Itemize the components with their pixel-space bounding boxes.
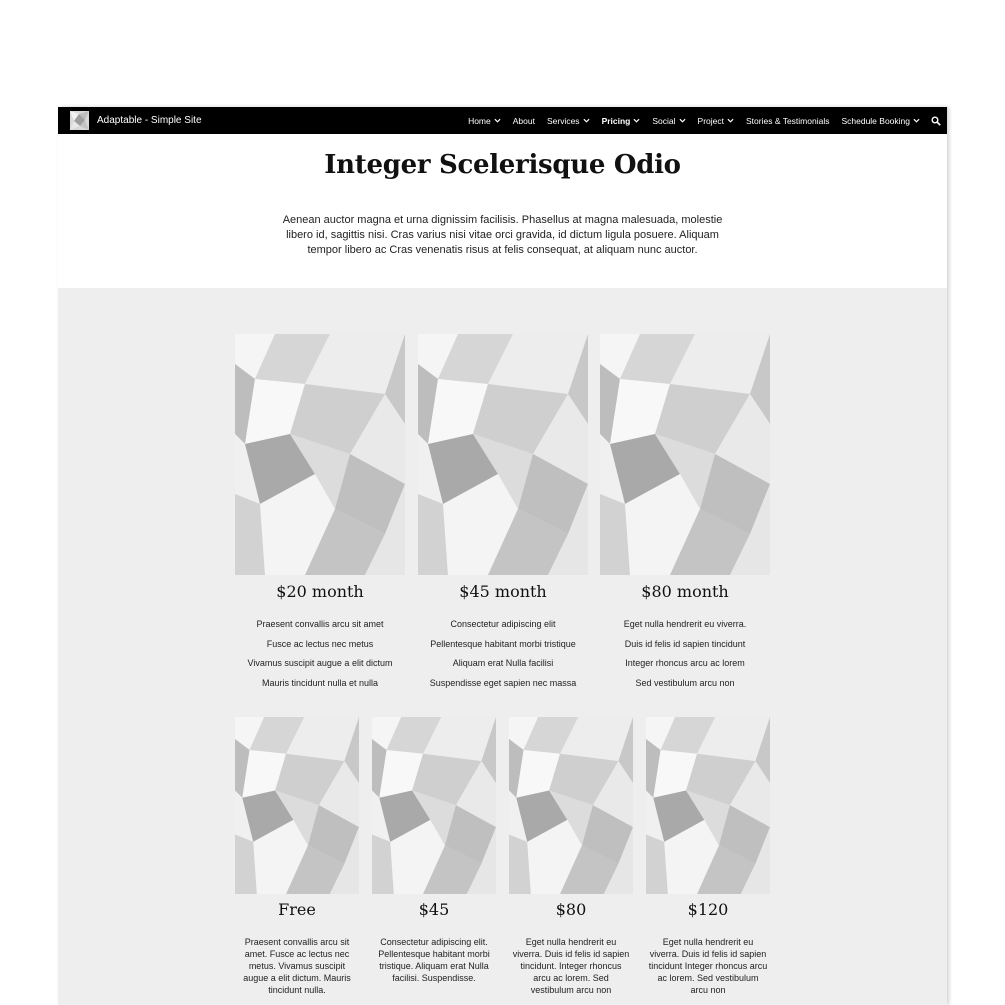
card-feature: Consectetur adipiscing elit [450,619,556,629]
pricing-card [646,717,770,1005]
chevron-down-icon [913,117,920,124]
chevron-down-icon [679,117,686,124]
card-feature: Pellentesque habitant morbi tristique [430,639,576,649]
card-feature: Aliquam erat Nulla facilisi [452,658,554,668]
pricing-card [372,717,496,1005]
nav-item-stories-testimonials[interactable]: Stories & Testimonials [746,115,830,126]
card-image [372,717,496,894]
card-image [235,717,359,894]
card-feature: Mauris tincidunt nulla et nulla [261,678,379,688]
card-description: Eget nulla hendrerit eu viverra. Duis id felis id sapien tincidunt Integer rhoncus arcu ac lorem. Sed vestibulum arcu non [648,937,768,995]
pricing-card [509,717,633,1005]
card-price: $80 [555,900,587,919]
card-image [418,334,588,575]
site-logo[interactable] [70,111,89,130]
card-feature: Vivamus suscipit augue a elit dictum [247,658,393,668]
nav-item-schedule-booking[interactable]: Schedule Booking [841,116,920,126]
card-price: $20 month [276,582,364,601]
site-title[interactable]: Adaptable - Simple Site [97,115,202,126]
card-price: $45 [418,900,450,919]
card-description: Eget nulla hendrerit eu viverra. Duis id felis id sapien tincidunt. Integer rhoncus arcu ac lorem. Sed vestibulum arcu non [512,937,630,995]
nav-item-social[interactable]: Social [652,116,685,126]
card-description: Praesent convallis arcu sit amet. Fusce ac lectus nec metus. Vivamus suscipit augue a elit dictum. Mauris tincidunt nulla. [243,937,351,995]
card-image [600,334,770,575]
page-title: Integer Scelerisque Odio [324,150,681,180]
card-price: $45 month [459,582,547,601]
pricing-card [600,334,770,694]
card-price: Free [278,900,316,919]
card-feature: Eget nulla hendrerit eu viverra. [623,619,747,629]
card-price: $120 [687,900,729,919]
nav-item-project[interactable]: Project [698,116,734,126]
main-nav [456,107,941,134]
card-feature: Integer rhoncus arcu ac lorem [625,658,745,668]
chevron-down-icon [583,117,590,124]
card-feature: Suspendisse eget sapien nec massa [429,678,577,688]
card-feature: Duis id felis id sapien tincidunt [624,639,746,649]
card-feature: Fusce ac lectus nec metus [266,639,374,649]
chevron-down-icon [633,117,640,124]
nav-item-about[interactable]: About [512,115,535,126]
site-frame [58,107,947,1005]
card-price: $80 month [641,582,729,601]
nav-item-services[interactable]: Services [547,116,590,126]
card-feature: Sed vestibulum arcu non [635,678,735,688]
card-image [646,717,770,894]
card-description: Consectetur adipiscing elit. Pellentesque habitant morbi tristique. Aliquam erat Nulla facilisi. Suspendisse. [378,937,490,983]
chevron-down-icon [494,117,501,124]
pricing-card [418,334,588,694]
nav-item-home[interactable]: Home [468,116,501,126]
chevron-down-icon [727,117,734,124]
search-icon[interactable] [931,116,941,126]
card-feature: Praesent convallis arcu sit amet [256,619,384,629]
pricing-card [235,334,405,694]
card-image [509,717,633,894]
pricing-section [58,288,947,1005]
intro-paragraph: Aenean auctor magna et urna dignissim facilisis. Phasellus at magna malesuada, molestie libero id, sagittis nisi. Cras varius nisi vitae orci gravida, id dictum ligula posuere. Aliquam tempor libero ac Cras venenatis risus at felis consequat, at aliquam nunc auctor. [282,214,723,256]
nav-item-pricing[interactable]: Pricing [602,116,641,126]
pricing-card [235,717,359,1005]
navbar [58,107,947,134]
card-image [235,334,405,575]
